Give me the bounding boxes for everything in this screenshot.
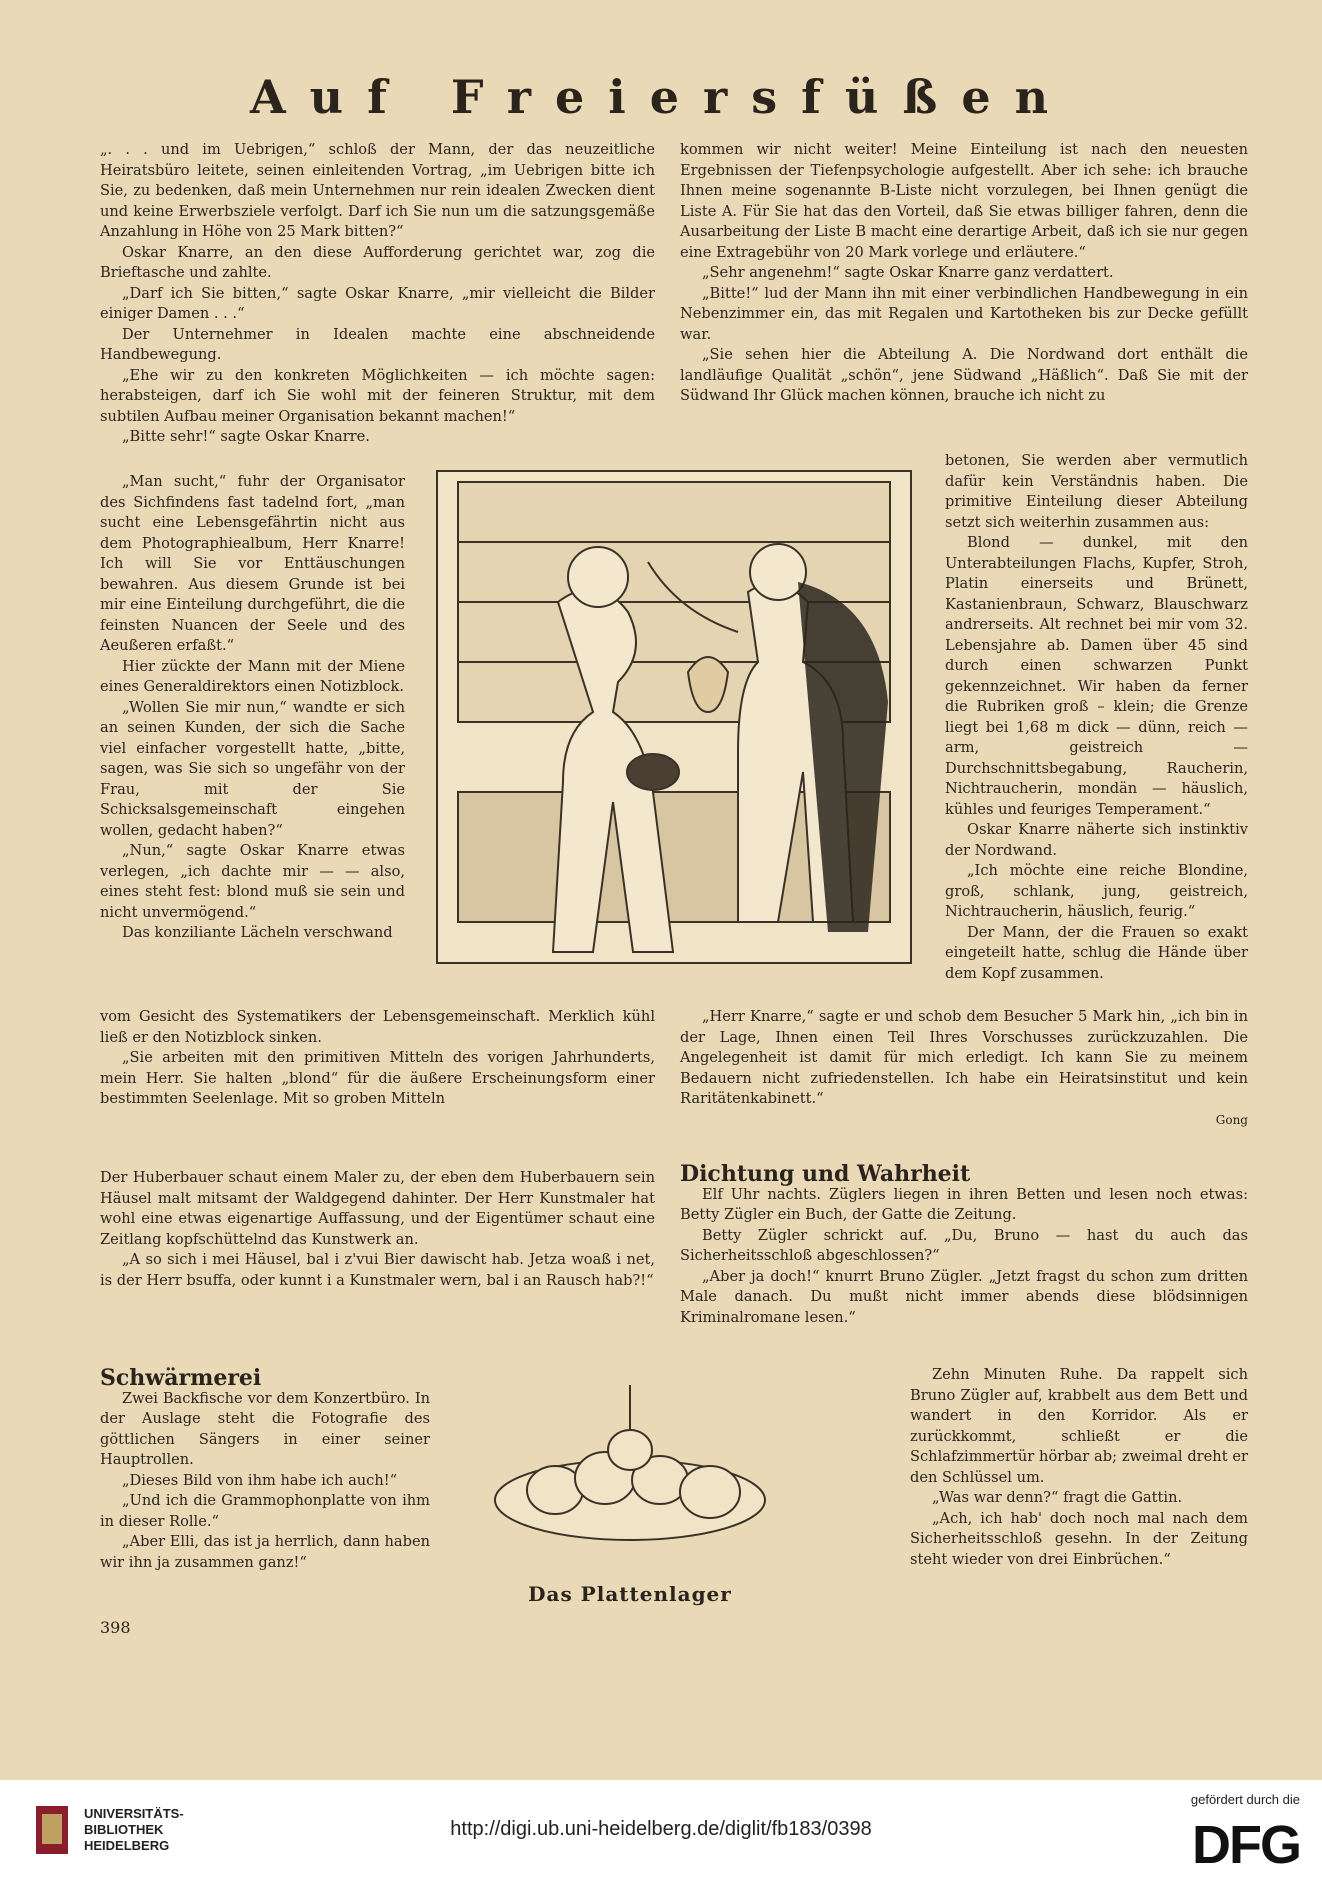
paragraph: Der Mann, der die Frauen so exakt eingeteilt hatte, schlug die Hände über dem Kopf zusammen. — [945, 923, 1248, 982]
paragraph: „Ehe wir zu den konkreten Möglichkeiten — ich möchte sagen: herabsteigen, darf ich Sie wohl mit der feineren Struktur, mit dem subtilen Aufbau meiner Organisation bekannt machen!“ — [100, 366, 655, 425]
paragraph: „Aber Elli, das ist ja herrlich, dann haben wir ihn ja zusammen ganz!“ — [100, 1533, 430, 1571]
schwaermerei-section — [100, 1365, 430, 1573]
dfg-logo: DFG — [1192, 1815, 1300, 1875]
paragraph: Der Huberbauer schaut einem Maler zu, der eben dem Huberbauern sein Häusel malt mitsamt der Waldgegend dahinter. Der Herr Kunstmaler hat wohl eine etwas eigenartige Auffassung, und der Eigentümer schaut eine Zeitlang kopfschüttelnd das Kunstwerk an. — [100, 1169, 655, 1248]
illustration-caption: Das Plattenlager — [528, 1582, 732, 1606]
story-right-top — [680, 140, 1248, 407]
library-line: HEIDELBERG — [84, 1838, 170, 1853]
paragraph: „Ach, ich hab' doch noch mal nach dem Sicherheitsschloß gesehn. In der Zeitung steht wieder von drei Einbrüchen.“ — [910, 1509, 1248, 1568]
funding-text: gefördert durch die — [1190, 1792, 1300, 1807]
paragraph: „Sehr angenehm!“ sagte Oskar Knarre ganz verdattert. — [702, 264, 1114, 281]
story-left-top — [100, 140, 655, 448]
paragraph: Der Unternehmer in Idealen machte eine abschneidende Handbewegung. — [100, 325, 655, 363]
paragraph: „Was war denn?“ fragt die Gattin. — [932, 1489, 1183, 1506]
paragraph: „Sie arbeiten mit den primitiven Mitteln des vorigen Jahrhunderts, mein Herr. Sie halten „blond“ für die äußere Erscheinungsform einer bestimmten Seelenlage. Mit so groben Mitteln — [100, 1049, 655, 1107]
paragraph: „Ich möchte eine reiche Blondine, groß, schlank, jung, geistreich, Nichtraucherin, häuslich, feurig.“ — [945, 862, 1248, 920]
paragraph: Oskar Knarre, an den diese Aufforderung gerichtet war, zog die Brieftasche und zahlte. — [100, 243, 655, 281]
office-illustration — [436, 470, 912, 964]
paragraph: „Herr Knarre,“ sagte er und schob dem Besucher 5 Mark hin, „ich bin in der Lage, Ihnen einen Teil Ihres Vorschusses zurückzuzahlen. Die Angelegenheit ist damit für mich erledigt. Ich kann Sie zu meinem Bedauern nicht zufriedenstellen. Ich habe ein Heiratsinstitut und kein Raritätenkabinett.“ — [680, 1008, 1248, 1107]
paragraph: Zwei Backfische vor dem Konzertbüro. In der Auslage steht die Fotografie des göttlichen Sängers in einer seiner Hauptrollen. — [100, 1389, 430, 1468]
paragraph: betonen, Sie werden aber vermutlich dafür kein Verständnis haben. Die primitive Einteilung dieser Abteilung setzt sich weiterhin zusammen aus: — [945, 452, 1248, 531]
paragraph: „Darf ich Sie bitten,“ sagte Oskar Knarre, „mir vielleicht die Bilder einiger Damen . . .“ — [100, 284, 655, 322]
huberbauer-text — [100, 1168, 655, 1291]
paragraph: „Aber ja doch!“ knurrt Bruno Zügler. „Jetzt fragst du schon zum dritten Male danach. Du mußt nicht immer abends diese blödsinnigen Kriminalromane lesen.“ — [680, 1267, 1248, 1326]
record-pile-illustration — [480, 1380, 780, 1550]
author-signature: Gong — [1215, 1112, 1248, 1127]
paragraph: „Wollen Sie mir nun,“ wandte er sich an seinen Kunden, der sich die Sache viel einfacher vorgestellt hatte, „bitte, sagen, was Sie sich so ungefähr von der Frau, mit der Sie Schicksalsgemeinschaft eingehen wollen, gedacht haben?“ — [100, 698, 405, 839]
paragraph: Elf Uhr nachts. Züglers liegen in ihren Betten und lesen noch etwas: Betty Zügler ein Buch, der Gatte die Zeitung. — [680, 1185, 1248, 1223]
page-number: 398 — [100, 1618, 131, 1637]
paragraph: „Und ich die Grammophonplatte von ihm in dieser Rolle.“ — [100, 1492, 430, 1530]
paragraph: „Nun,“ sagte Oskar Knarre etwas verlegen, „ich dachte mir — — also, eines steht fest: blond muß sie sein und nicht unvermögend.“ — [100, 842, 405, 921]
paragraph: „A so sich i mei Häusel, bal i z'vui Bier dawischt hab. Jetza woaß i net, is der Herr bsuffa, oder kunnt i a Kunstmaler wern, bal i an Rausch hab?!“ — [100, 1251, 655, 1289]
story-left-bottom — [100, 1007, 655, 1110]
story-right-bottom — [680, 1007, 1248, 1130]
paragraph: „Bitte sehr!“ sagte Oskar Knarre. — [122, 428, 370, 445]
paragraph: Oskar Knarre näherte sich instinktiv der Nordwand. — [945, 821, 1248, 859]
paragraph: Blond — dunkel, mit den Unterabteilungen Flachs, Kupfer, Stroh, Platin einerseits und Brünett, Kastanienbraun, Schwarz, Blauschwarz andrerseits. Alt rechnet bei mir vom 32. Lebensjahre ab. Damen über 45 sind durch einen schwarzen Punkt gekennzeichnet. Wir haben da ferner die Rubriken groß – klein; die Grenze liegt bei 1,68 m dick — dünn, reich — arm, geistreich — Durchschnittsbegabung, Raucherin, Nichtraucherin, mondän — häuslich, kühles und feuriges Temperament.“ — [945, 534, 1248, 818]
library-line: BIBLIOTHEK — [84, 1822, 164, 1837]
section-heading: Dichtung und Wahrheit — [680, 1161, 971, 1187]
paragraph: Betty Zügler schrickt auf. „Du, Bruno — hast du auch das Sicherheitsschloß abgeschlossen?“ — [680, 1226, 1248, 1264]
paragraph: „. . . und im Uebrigen,“ schloß der Mann, der das neuzeitliche Heiratsbüro leitete, seinen einleitenden Vortrag, „im Uebrigen bitte ich Sie, zu bedenken, daß mein Unternehmen nur rein idealen Zwecken dient und keine Erwerbsziele verfolgt. Darf ich Sie nun um die satzungsgemäße Anzahlung in Höhe von 25 Mark bitten?“ — [100, 141, 655, 240]
story-left-narrow — [100, 472, 405, 944]
story-right-narrow — [945, 451, 1248, 984]
dichtung-narrow — [910, 1365, 1248, 1570]
paragraph: Hier zückte der Mann mit der Miene eines Generaldirektors einen Notizblock. — [100, 657, 405, 695]
footer-bar — [0, 1780, 1322, 1882]
page-title: Auf Freiersfüßen — [249, 70, 1073, 124]
paragraph: „Sie sehen hier die Abteilung A. Die Nordwand dort enthält die landläufige Qualität „schön“, jene Südwand „Häßlich“. Daß Sie mit der Südwand Ihr Glück machen können, brauche ich nicht zu — [680, 346, 1248, 404]
library-line: UNIVERSITÄTS- — [84, 1806, 184, 1821]
dichtung-section — [680, 1161, 1248, 1328]
paragraph: „Dieses Bild von ihm habe ich auch!“ — [122, 1471, 398, 1489]
paragraph: kommen wir nicht weiter! Meine Einteilung ist nach den neuesten Ergebnissen der Tiefenpsychologie aufgestellt. Aber ich sehe: ich brauche Ihnen meine sogenannte B-Liste nicht vorzulegen, bei Ihnen genügt die Liste A. Für Sie hat das den Vorteil, daß Sie etwas billiger fahren, denn die Ausarbeitung der Liste B macht eine derartige Arbeit, daß ich sie nur gegen eine Extragebühr von 20 Mark vorlege und erläutere.“ — [680, 141, 1248, 261]
section-heading: Schwärmerei — [100, 1365, 262, 1391]
paragraph: Das konziliante Lächeln verschwand — [122, 924, 393, 941]
paragraph: vom Gesicht des Systematikers der Lebensgemeinschaft. Merklich kühl ließ er den Notizblock sinken. — [100, 1008, 655, 1046]
paragraph: „Bitte!“ lud der Mann ihn mit einer verbindlichen Handbewegung in ein Nebenzimmer ein, das mit Regalen und Kartotheken bis zur Decke gefüllt war. — [680, 284, 1248, 343]
paragraph: „Man sucht,“ fuhr der Organisator des Sichfindens fast tadelnd fort, „man sucht eine Lebensgefährtin nicht aus dem Photographiealbum, Herr Knarre! Ich will Sie vor Enttäuschungen bewahren. Aus diesem Grunde ist bei mir eine Einteilung durchgeführt, die die feinsten Nuancen der Seele und des Aeußeren erfaßt.“ — [100, 473, 405, 654]
source-url-link[interactable]: http://digi.ub.uni-heidelberg.de/diglit/fb183/0398 — [450, 1818, 872, 1840]
paragraph: Zehn Minuten Ruhe. Da rappelt sich Bruno Zügler auf, krabbelt aus dem Bett und wandert in den Korridor. Als er zurückkommt, schließt er die Schlafzimmertür hörbar ab; zweimal dreht er den Schlüssel um. — [910, 1366, 1248, 1486]
